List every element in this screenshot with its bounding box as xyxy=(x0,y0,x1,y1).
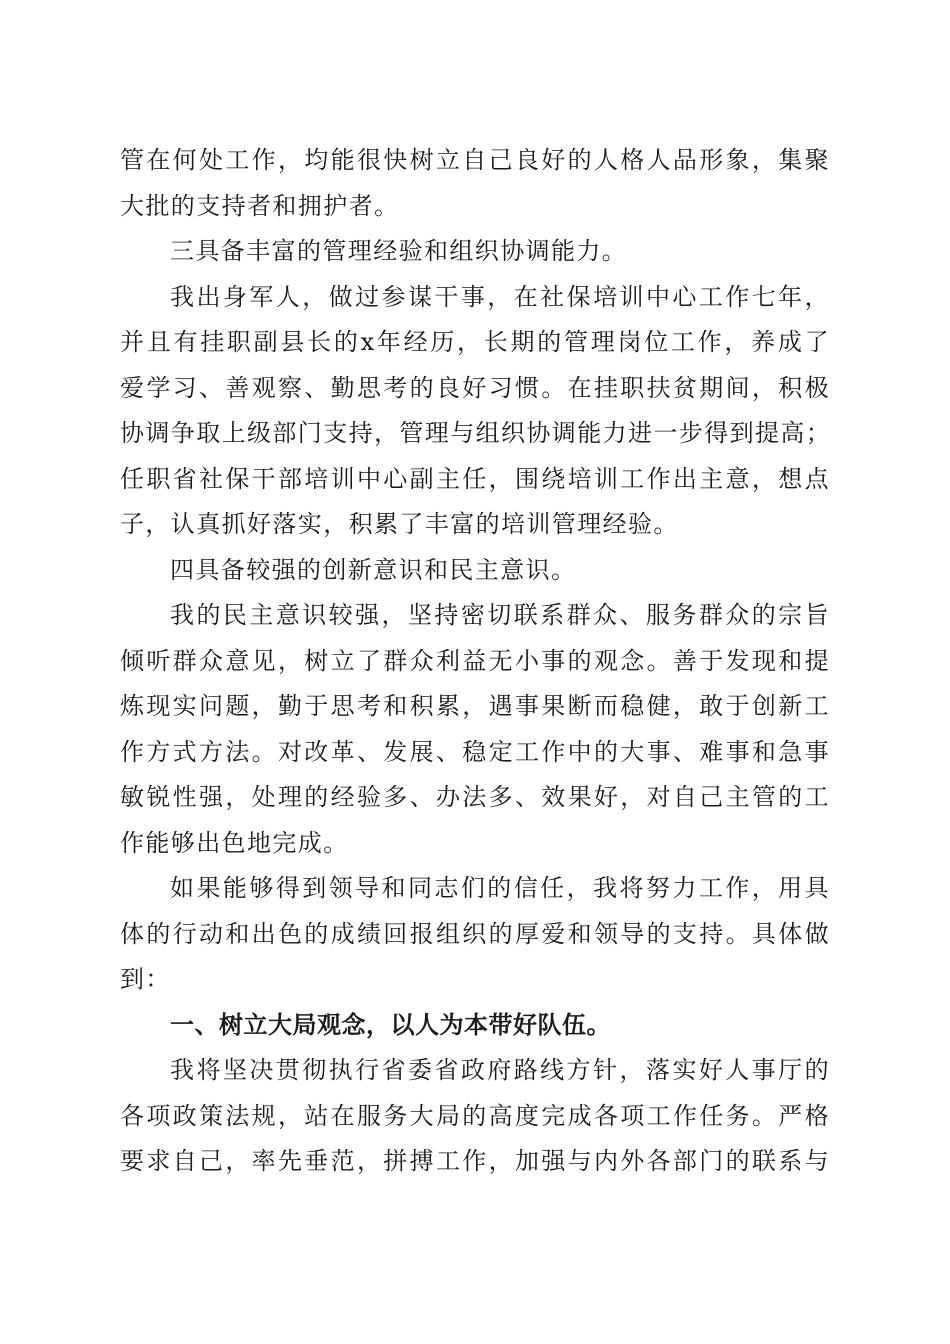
text-line: 作能够出色地完成。 xyxy=(120,828,349,857)
text-line: 管在何处工作，均能很快树立自己良好的人格人品形象，集聚 xyxy=(120,146,830,174)
text-line: 我的民主意识较强，坚持密切联系群众、服务群众的宗旨 xyxy=(170,601,830,629)
section-subheading: 三具备丰富的管理经验和组织协调能力。 xyxy=(170,237,628,265)
text-line: 并且有挂职副县长的x年经历，长期的管理岗位工作，养成了 xyxy=(120,328,830,356)
section-subheading: 四具备较强的创新意识和民主意识。 xyxy=(170,555,577,584)
text-line: 敏锐性强，处理的经验多、办法多、效果好，对自己主管的工 xyxy=(120,783,830,811)
text-line: 要求自己，率先垂范，拼搏工作，加强与内外各部门的联系与 xyxy=(120,1147,830,1175)
section-heading: 一、树立大局观念，以人为本带好队伍。 xyxy=(170,1010,611,1039)
text-line: 爱学习、善观察、勤思考的良好习惯。在挂职扶贫期间，积极 xyxy=(120,373,830,402)
document-body xyxy=(120,138,830,1185)
text-line: 如果能够得到领导和同志们的信任，我将努力工作，用具 xyxy=(170,874,830,902)
text-line: 我出身军人，做过参谋干事，在社保培训中心工作七年， xyxy=(170,282,830,311)
text-line: 任职省社保干部培训中心副主任，围绕培训工作出主意，想点 xyxy=(120,464,830,493)
text-line: 倾听群众意见，树立了群众利益无小事的观念。善于发现和提 xyxy=(120,646,830,675)
text-line: 炼现实问题，勤于思考和积累，遇事果断而稳健，敢于创新工 xyxy=(120,692,830,720)
text-line: 作方式方法。对改革、发展、稳定工作中的大事、难事和急事 xyxy=(120,737,830,766)
text-line: 各项政策法规，站在服务大局的高度完成各项工作任务。严格 xyxy=(120,1101,830,1130)
text-line: 子，认真抓好落实，积累了丰富的培训管理经验。 xyxy=(120,510,679,538)
text-line: 大批的支持者和拥护者。 xyxy=(120,191,400,220)
text-line: 我将坚决贯彻执行省委省政府路线方针，落实好人事厅的 xyxy=(170,1056,830,1084)
text-line: 体的行动和出色的成绩回报组织的厚爱和领导的支持。具体做 xyxy=(120,919,830,948)
text-line: 协调争取上级部门支持，管理与组织协调能力进一步得到提高； xyxy=(120,419,832,447)
text-line: 到： xyxy=(120,965,171,993)
